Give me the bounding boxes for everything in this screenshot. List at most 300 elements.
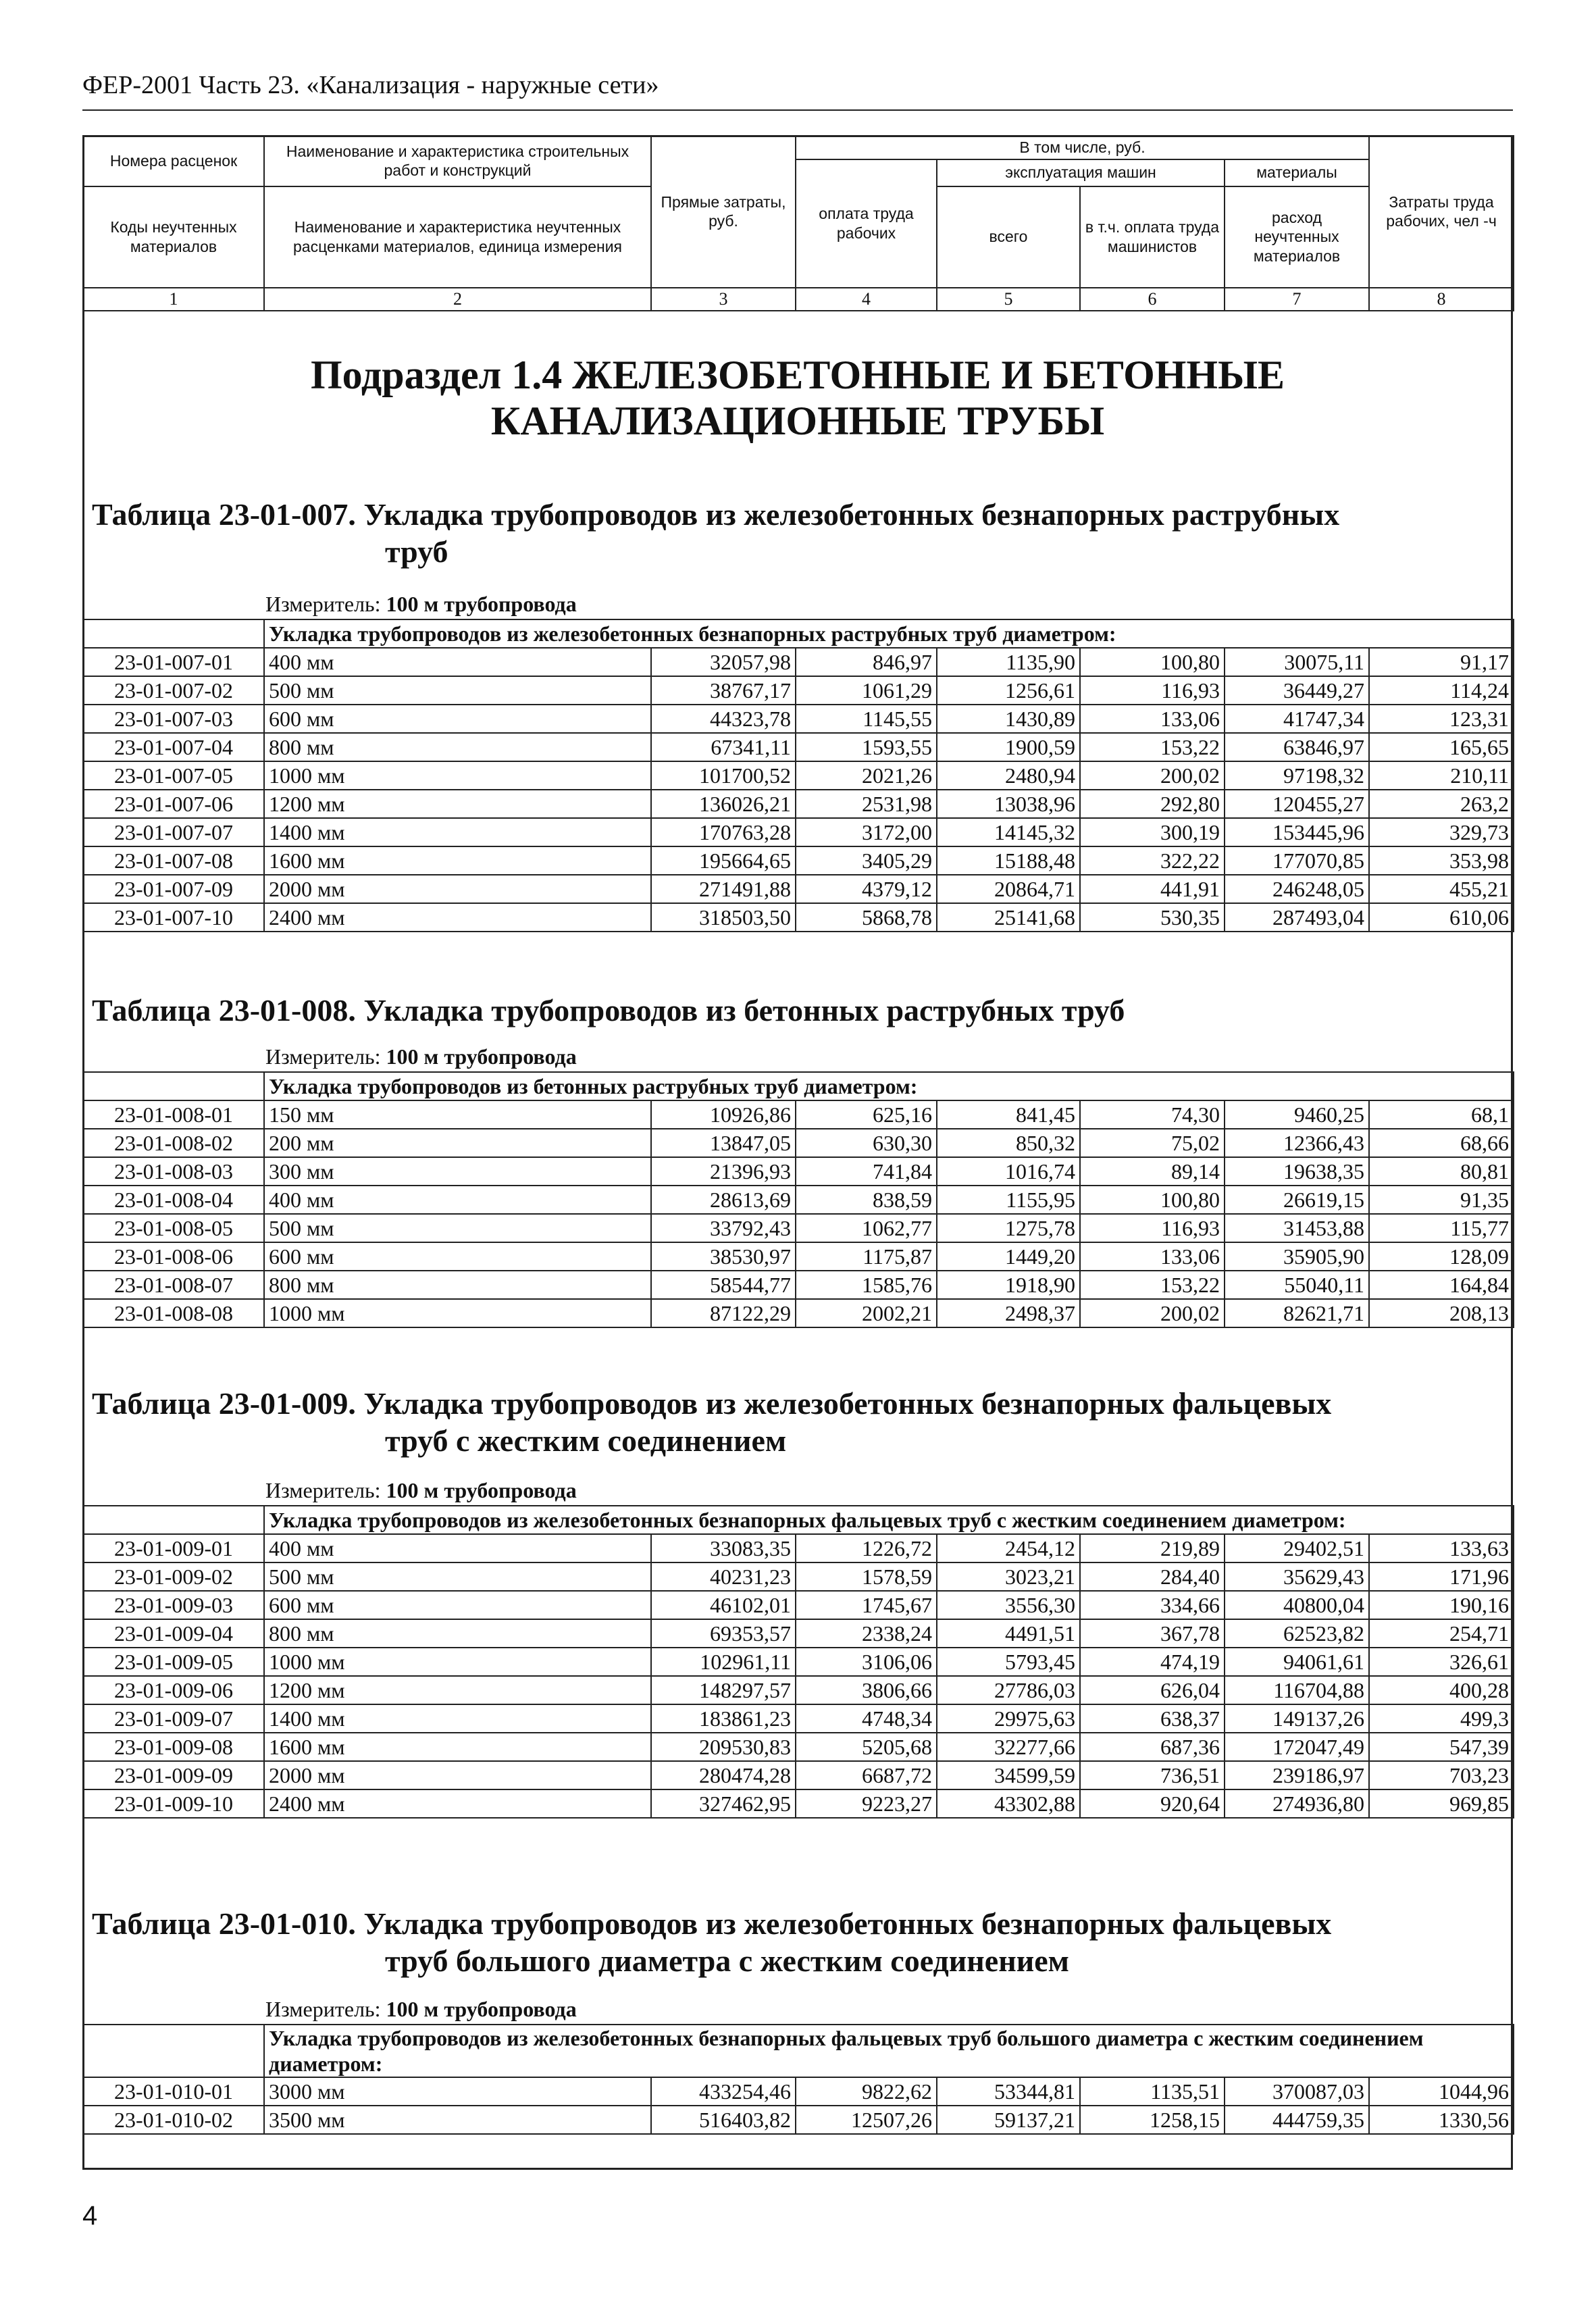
table-row <box>83 1186 1514 1214</box>
description-spacer <box>83 2025 264 2077</box>
table-title-line: труб с жестким соединением <box>385 1423 787 1458</box>
machinist-pay-cell: 133,06 <box>1080 1242 1225 1271</box>
item-name-cell: 400 мм <box>264 648 651 676</box>
rate-code-cell: 23-01-008-07 <box>83 1271 264 1299</box>
machines-total-cell: 5793,45 <box>937 1648 1080 1676</box>
labor-hours-cell: 190,16 <box>1369 1591 1514 1619</box>
worker-pay-cell: 2338,24 <box>796 1619 937 1648</box>
machinist-pay-cell: 1258,15 <box>1080 2106 1225 2134</box>
material-cost-cell: 82621,71 <box>1225 1299 1369 1327</box>
table-title <box>92 992 1125 1029</box>
table-row <box>83 1271 1514 1299</box>
table-row <box>83 1129 1514 1157</box>
column-number: 6 <box>1080 288 1225 311</box>
material-cost-cell: 9460,25 <box>1225 1100 1369 1129</box>
table-row <box>83 875 1514 903</box>
worker-pay-cell: 12507,26 <box>796 2106 937 2134</box>
direct-costs-cell: 209530,83 <box>651 1733 796 1761</box>
labor-hours-cell: 610,06 <box>1369 903 1514 932</box>
direct-costs-cell: 13847,05 <box>651 1129 796 1157</box>
machines-total-cell: 43302,88 <box>937 1789 1080 1818</box>
item-name-cell: 600 мм <box>264 1242 651 1271</box>
col-header-direct-costs: Прямые затраты, руб. <box>651 136 796 288</box>
table-title <box>92 496 1339 570</box>
machinist-pay-cell: 687,36 <box>1080 1733 1225 1761</box>
table-measure <box>265 1044 577 1069</box>
table-title-line: Таблица 23-01-010. Укладка трубопроводов из железобетонных безнапорных фальцевых <box>92 1906 1332 1941</box>
material-cost-cell: 19638,35 <box>1225 1157 1369 1186</box>
rates-table <box>82 2024 1514 2135</box>
direct-costs-cell: 58544,77 <box>651 1271 796 1299</box>
table-23-01-008 <box>82 1071 1513 1328</box>
machinist-pay-cell: 100,80 <box>1080 1186 1225 1214</box>
table-row <box>83 2106 1514 2134</box>
column-number: 7 <box>1225 288 1369 311</box>
rate-code-cell: 23-01-009-04 <box>83 1619 264 1648</box>
worker-pay-cell: 9822,62 <box>796 2077 937 2106</box>
table-row <box>83 705 1514 733</box>
machines-total-cell: 1135,90 <box>937 648 1080 676</box>
table-row <box>83 1761 1514 1789</box>
rate-code-cell: 23-01-010-01 <box>83 2077 264 2106</box>
worker-pay-cell: 1585,76 <box>796 1271 937 1299</box>
labor-hours-cell: 254,71 <box>1369 1619 1514 1648</box>
direct-costs-cell: 33792,43 <box>651 1214 796 1242</box>
labor-hours-cell: 703,23 <box>1369 1761 1514 1789</box>
machines-total-cell: 1256,61 <box>937 676 1080 705</box>
table-title-line: Таблица 23-01-008. Укладка трубопроводов из бетонных раструбных труб <box>92 993 1125 1027</box>
machinist-pay-cell: 736,51 <box>1080 1761 1225 1789</box>
item-name-cell: 1400 мм <box>264 1704 651 1733</box>
machinist-pay-cell: 920,64 <box>1080 1789 1225 1818</box>
rate-code-cell: 23-01-009-01 <box>83 1534 264 1562</box>
worker-pay-cell: 630,30 <box>796 1129 937 1157</box>
machinist-pay-cell: 200,02 <box>1080 761 1225 790</box>
machines-total-cell: 4491,51 <box>937 1619 1080 1648</box>
labor-hours-cell: 128,09 <box>1369 1242 1514 1271</box>
material-cost-cell: 35905,90 <box>1225 1242 1369 1271</box>
rate-code-cell: 23-01-008-02 <box>83 1129 264 1157</box>
direct-costs-cell: 38767,17 <box>651 676 796 705</box>
table-title-line: труб большого диаметра с жестким соединением <box>385 1943 1069 1979</box>
material-cost-cell: 97198,32 <box>1225 761 1369 790</box>
item-name-cell: 400 мм <box>264 1534 651 1562</box>
direct-costs-cell: 44323,78 <box>651 705 796 733</box>
item-name-cell: 300 мм <box>264 1157 651 1186</box>
table-description-row <box>83 1072 1514 1100</box>
worker-pay-cell: 1593,55 <box>796 733 937 761</box>
rate-code-cell: 23-01-007-01 <box>83 648 264 676</box>
rate-code-cell: 23-01-009-05 <box>83 1648 264 1676</box>
machinist-pay-cell: 530,35 <box>1080 903 1225 932</box>
direct-costs-cell: 10926,86 <box>651 1100 796 1129</box>
labor-hours-cell: 91,17 <box>1369 648 1514 676</box>
item-name-cell: 500 мм <box>264 1562 651 1591</box>
item-name-cell: 150 мм <box>264 1100 651 1129</box>
worker-pay-cell: 1175,87 <box>796 1242 937 1271</box>
rate-code-cell: 23-01-007-03 <box>83 705 264 733</box>
material-cost-cell: 149137,26 <box>1225 1704 1369 1733</box>
machines-total-cell: 1430,89 <box>937 705 1080 733</box>
measure-value: 100 м трубопровода <box>386 1044 577 1069</box>
rates-tbody <box>83 2025 1514 2134</box>
rate-code-cell: 23-01-007-04 <box>83 733 264 761</box>
rates-tbody <box>83 619 1514 932</box>
labor-hours-cell: 1330,56 <box>1369 2106 1514 2134</box>
material-cost-cell: 287493,04 <box>1225 903 1369 932</box>
machinist-pay-cell: 89,14 <box>1080 1157 1225 1186</box>
rates-tbody <box>83 1506 1514 1818</box>
material-cost-cell: 40800,04 <box>1225 1591 1369 1619</box>
material-cost-cell: 36449,27 <box>1225 676 1369 705</box>
machines-total-cell: 27786,03 <box>937 1676 1080 1704</box>
measure-label: Измеритель: <box>265 1478 381 1502</box>
machines-total-cell: 3023,21 <box>937 1562 1080 1591</box>
labor-hours-cell: 114,24 <box>1369 676 1514 705</box>
table-row <box>83 1100 1514 1129</box>
labor-hours-cell: 263,2 <box>1369 790 1514 818</box>
item-name-cell: 200 мм <box>264 1129 651 1157</box>
material-cost-cell: 239186,97 <box>1225 1761 1369 1789</box>
material-cost-cell: 55040,11 <box>1225 1271 1369 1299</box>
col-header-machines-total: всего <box>937 186 1080 288</box>
col-header-machinist-pay: в т.ч. оплата труда машинистов <box>1080 186 1225 288</box>
machinist-pay-cell: 116,93 <box>1080 1214 1225 1242</box>
rate-code-cell: 23-01-007-10 <box>83 903 264 932</box>
rates-table <box>82 1071 1514 1328</box>
labor-hours-cell: 329,73 <box>1369 818 1514 846</box>
item-name-cell: 800 мм <box>264 733 651 761</box>
direct-costs-cell: 87122,29 <box>651 1299 796 1327</box>
item-name-cell: 2000 мм <box>264 1761 651 1789</box>
column-number: 8 <box>1369 288 1514 311</box>
machinist-pay-cell: 367,78 <box>1080 1619 1225 1648</box>
labor-hours-cell: 210,11 <box>1369 761 1514 790</box>
material-cost-cell: 274936,80 <box>1225 1789 1369 1818</box>
labor-hours-cell: 164,84 <box>1369 1271 1514 1299</box>
table-row <box>83 676 1514 705</box>
direct-costs-cell: 516403,82 <box>651 2106 796 2134</box>
table-row <box>83 1648 1514 1676</box>
item-name-cell: 1600 мм <box>264 846 651 875</box>
machinist-pay-cell: 638,37 <box>1080 1704 1225 1733</box>
direct-costs-cell: 183861,23 <box>651 1704 796 1733</box>
worker-pay-cell: 9223,27 <box>796 1789 937 1818</box>
direct-costs-cell: 433254,46 <box>651 2077 796 2106</box>
worker-pay-cell: 1745,67 <box>796 1591 937 1619</box>
column-header-table <box>82 135 1514 311</box>
machines-total-cell: 850,32 <box>937 1129 1080 1157</box>
worker-pay-cell: 4748,34 <box>796 1704 937 1733</box>
worker-pay-cell: 846,97 <box>796 648 937 676</box>
rate-code-cell: 23-01-007-02 <box>83 676 264 705</box>
machinist-pay-cell: 153,22 <box>1080 733 1225 761</box>
direct-costs-cell: 38530,97 <box>651 1242 796 1271</box>
material-cost-cell: 153445,96 <box>1225 818 1369 846</box>
machinist-pay-cell: 116,93 <box>1080 676 1225 705</box>
table-row <box>83 1562 1514 1591</box>
machines-total-cell: 13038,96 <box>937 790 1080 818</box>
table-row <box>83 1676 1514 1704</box>
table-description: Укладка трубопроводов из железобетонных безнапорных раструбных труб диаметром: <box>264 619 1514 648</box>
machinist-pay-cell: 626,04 <box>1080 1676 1225 1704</box>
labor-hours-cell: 326,61 <box>1369 1648 1514 1676</box>
col-header-machine-operation: эксплуатация машин <box>937 159 1225 186</box>
rate-code-cell: 23-01-009-10 <box>83 1789 264 1818</box>
worker-pay-cell: 5205,68 <box>796 1733 937 1761</box>
page-number: 4 <box>82 2201 98 2231</box>
machinist-pay-cell: 292,80 <box>1080 790 1225 818</box>
description-spacer <box>83 619 264 648</box>
rate-code-cell: 23-01-009-03 <box>83 1591 264 1619</box>
item-name-cell: 3500 мм <box>264 2106 651 2134</box>
table-description-row <box>83 2025 1514 2077</box>
col-header-including: В том числе, руб. <box>796 136 1369 159</box>
rate-code-cell: 23-01-009-02 <box>83 1562 264 1591</box>
machinist-pay-cell: 200,02 <box>1080 1299 1225 1327</box>
labor-hours-cell: 208,13 <box>1369 1299 1514 1327</box>
machines-total-cell: 32277,66 <box>937 1733 1080 1761</box>
item-name-cell: 3000 мм <box>264 2077 651 2106</box>
column-number: 1 <box>83 288 264 311</box>
direct-costs-cell: 102961,11 <box>651 1648 796 1676</box>
document-header: ФЕР-2001 Часть 23. «Канализация - наружные сети» <box>82 71 659 99</box>
machinist-pay-cell: 322,22 <box>1080 846 1225 875</box>
labor-hours-cell: 499,3 <box>1369 1704 1514 1733</box>
table-row <box>83 1534 1514 1562</box>
machines-total-cell: 2480,94 <box>937 761 1080 790</box>
labor-hours-cell: 400,28 <box>1369 1676 1514 1704</box>
rate-code-cell: 23-01-009-07 <box>83 1704 264 1733</box>
worker-pay-cell: 3106,06 <box>796 1648 937 1676</box>
labor-hours-cell: 547,39 <box>1369 1733 1514 1761</box>
material-cost-cell: 246248,05 <box>1225 875 1369 903</box>
measure-value: 100 м трубопровода <box>386 1997 577 2021</box>
rate-code-cell: 23-01-009-06 <box>83 1676 264 1704</box>
table-row <box>83 648 1514 676</box>
worker-pay-cell: 1061,29 <box>796 676 937 705</box>
rate-code-cell: 23-01-008-05 <box>83 1214 264 1242</box>
rate-code-cell: 23-01-008-03 <box>83 1157 264 1186</box>
machinist-pay-cell: 334,66 <box>1080 1591 1225 1619</box>
table-row <box>83 846 1514 875</box>
table-row <box>83 790 1514 818</box>
table-row <box>83 1157 1514 1186</box>
worker-pay-cell: 741,84 <box>796 1157 937 1186</box>
item-name-cell: 2400 мм <box>264 903 651 932</box>
material-cost-cell: 12366,43 <box>1225 1129 1369 1157</box>
machines-total-cell: 1155,95 <box>937 1186 1080 1214</box>
col-header-worker-pay: оплата труда рабочих <box>796 159 937 288</box>
labor-hours-cell: 165,65 <box>1369 733 1514 761</box>
table-row <box>83 1733 1514 1761</box>
table-description-row <box>83 1506 1514 1534</box>
machinist-pay-cell: 219,89 <box>1080 1534 1225 1562</box>
material-cost-cell: 63846,97 <box>1225 733 1369 761</box>
machinist-pay-cell: 100,80 <box>1080 648 1225 676</box>
table-title <box>92 1905 1331 1979</box>
column-number: 5 <box>937 288 1080 311</box>
direct-costs-cell: 69353,57 <box>651 1619 796 1648</box>
direct-costs-cell: 32057,98 <box>651 648 796 676</box>
labor-hours-cell: 969,85 <box>1369 1789 1514 1818</box>
labor-hours-cell: 80,81 <box>1369 1157 1514 1186</box>
rates-table <box>82 1505 1514 1819</box>
direct-costs-cell: 28613,69 <box>651 1186 796 1214</box>
labor-hours-cell: 68,66 <box>1369 1129 1514 1157</box>
rate-code-cell: 23-01-007-08 <box>83 846 264 875</box>
table-measure <box>265 1997 577 2022</box>
item-name-cell: 2000 мм <box>264 875 651 903</box>
table-description: Укладка трубопроводов из железобетонных безнапорных фальцевых труб большого диаметра с жестким соединением диаметром: <box>264 2025 1514 2077</box>
machinist-pay-cell: 284,40 <box>1080 1562 1225 1591</box>
worker-pay-cell: 4379,12 <box>796 875 937 903</box>
column-number: 3 <box>651 288 796 311</box>
machinist-pay-cell: 300,19 <box>1080 818 1225 846</box>
rates-tbody <box>83 1072 1514 1327</box>
machinist-pay-cell: 474,19 <box>1080 1648 1225 1676</box>
item-name-cell: 400 мм <box>264 1186 651 1214</box>
table-row <box>83 1789 1514 1818</box>
worker-pay-cell: 625,16 <box>796 1100 937 1129</box>
table-23-01-007 <box>82 619 1513 932</box>
worker-pay-cell: 3172,00 <box>796 818 937 846</box>
machines-total-cell: 2498,37 <box>937 1299 1080 1327</box>
table-23-01-010 <box>82 2024 1513 2135</box>
rate-code-cell: 23-01-008-06 <box>83 1242 264 1271</box>
rate-code-cell: 23-01-008-01 <box>83 1100 264 1129</box>
item-name-cell: 600 мм <box>264 1591 651 1619</box>
item-name-cell: 1000 мм <box>264 761 651 790</box>
direct-costs-cell: 40231,23 <box>651 1562 796 1591</box>
table-row <box>83 733 1514 761</box>
direct-costs-cell: 136026,21 <box>651 790 796 818</box>
table-row <box>83 903 1514 932</box>
labor-hours-cell: 455,21 <box>1369 875 1514 903</box>
header-rule <box>82 109 1513 111</box>
worker-pay-cell: 1226,72 <box>796 1534 937 1562</box>
col-header-material-consumption: расход неучтенных материалов <box>1225 186 1369 288</box>
machinist-pay-cell: 133,06 <box>1080 705 1225 733</box>
measure-value: 100 м трубопровода <box>386 592 577 616</box>
rate-code-cell: 23-01-007-09 <box>83 875 264 903</box>
machinist-pay-cell: 75,02 <box>1080 1129 1225 1157</box>
material-cost-cell: 41747,34 <box>1225 705 1369 733</box>
material-cost-cell: 370087,03 <box>1225 2077 1369 2106</box>
worker-pay-cell: 1145,55 <box>796 705 937 733</box>
material-cost-cell: 444759,35 <box>1225 2106 1369 2134</box>
item-name-cell: 500 мм <box>264 676 651 705</box>
item-name-cell: 800 мм <box>264 1271 651 1299</box>
direct-costs-cell: 148297,57 <box>651 1676 796 1704</box>
machines-total-cell: 1449,20 <box>937 1242 1080 1271</box>
item-name-cell: 2400 мм <box>264 1789 651 1818</box>
labor-hours-cell: 133,63 <box>1369 1534 1514 1562</box>
machines-total-cell: 25141,68 <box>937 903 1080 932</box>
table-measure <box>265 1478 577 1503</box>
direct-costs-cell: 33083,35 <box>651 1534 796 1562</box>
worker-pay-cell: 838,59 <box>796 1186 937 1214</box>
rate-code-cell: 23-01-008-04 <box>83 1186 264 1214</box>
direct-costs-cell: 170763,28 <box>651 818 796 846</box>
direct-costs-cell: 101700,52 <box>651 761 796 790</box>
worker-pay-cell: 1578,59 <box>796 1562 937 1591</box>
machines-total-cell: 1016,74 <box>937 1157 1080 1186</box>
direct-costs-cell: 46102,01 <box>651 1591 796 1619</box>
machines-total-cell: 53344,81 <box>937 2077 1080 2106</box>
item-name-cell: 1200 мм <box>264 790 651 818</box>
direct-costs-cell: 327462,95 <box>651 1789 796 1818</box>
rates-table <box>82 619 1514 932</box>
material-cost-cell: 30075,11 <box>1225 648 1369 676</box>
material-cost-cell: 29402,51 <box>1225 1534 1369 1562</box>
rate-code-cell: 23-01-007-05 <box>83 761 264 790</box>
col-header-rate-numbers: Номера расценок <box>83 136 264 186</box>
labor-hours-cell: 353,98 <box>1369 846 1514 875</box>
item-name-cell: 800 мм <box>264 1619 651 1648</box>
col-header-work-name: Наименование и характеристика строительных работ и конструкций <box>264 136 651 186</box>
material-cost-cell: 94061,61 <box>1225 1648 1369 1676</box>
material-cost-cell: 120455,27 <box>1225 790 1369 818</box>
direct-costs-cell: 67341,11 <box>651 733 796 761</box>
table-title <box>92 1385 1331 1459</box>
machines-total-cell: 59137,21 <box>937 2106 1080 2134</box>
table-row <box>83 1299 1514 1327</box>
column-number-row <box>83 288 1514 311</box>
col-header-labor-costs: Затраты труда рабочих, чел -ч <box>1369 136 1514 288</box>
rate-code-cell: 23-01-008-08 <box>83 1299 264 1327</box>
table-title-line: Таблица 23-01-007. Укладка трубопроводов из железобетонных безнапорных раструбных <box>92 497 1340 532</box>
labor-hours-cell: 115,77 <box>1369 1214 1514 1242</box>
item-name-cell: 600 мм <box>264 705 651 733</box>
material-cost-cell: 31453,88 <box>1225 1214 1369 1242</box>
labor-hours-cell: 123,31 <box>1369 705 1514 733</box>
machinist-pay-cell: 74,30 <box>1080 1100 1225 1129</box>
material-cost-cell: 26619,15 <box>1225 1186 1369 1214</box>
rate-code-cell: 23-01-010-02 <box>83 2106 264 2134</box>
machines-total-cell: 14145,32 <box>937 818 1080 846</box>
table-description: Укладка трубопроводов из железобетонных безнапорных фальцевых труб с жестким соединением диаметром: <box>264 1506 1514 1534</box>
table-title-line: Таблица 23-01-009. Укладка трубопроводов из железобетонных безнапорных фальцевых <box>92 1386 1332 1421</box>
rate-code-cell: 23-01-007-06 <box>83 790 264 818</box>
machines-total-cell: 34599,59 <box>937 1761 1080 1789</box>
description-spacer <box>83 1072 264 1100</box>
table-row <box>83 761 1514 790</box>
material-cost-cell: 172047,49 <box>1225 1733 1369 1761</box>
machinist-pay-cell: 441,91 <box>1080 875 1225 903</box>
machines-total-cell: 1918,90 <box>937 1271 1080 1299</box>
worker-pay-cell: 2002,21 <box>796 1299 937 1327</box>
labor-hours-cell: 68,1 <box>1369 1100 1514 1129</box>
worker-pay-cell: 5868,78 <box>796 903 937 932</box>
labor-hours-cell: 1044,96 <box>1369 2077 1514 2106</box>
table-row <box>83 818 1514 846</box>
table-row <box>83 2077 1514 2106</box>
col-header-material-names: Наименование и характеристика неучтенных расценками материалов, единица измерения <box>264 186 651 288</box>
column-number: 4 <box>796 288 937 311</box>
col-header-materials: материалы <box>1225 159 1369 186</box>
rate-code-cell: 23-01-009-09 <box>83 1761 264 1789</box>
machinist-pay-cell: 153,22 <box>1080 1271 1225 1299</box>
rate-code-cell: 23-01-007-07 <box>83 818 264 846</box>
worker-pay-cell: 1062,77 <box>796 1214 937 1242</box>
worker-pay-cell: 6687,72 <box>796 1761 937 1789</box>
measure-label: Измеритель: <box>265 592 381 616</box>
description-spacer <box>83 1506 264 1534</box>
machines-total-cell: 15188,48 <box>937 846 1080 875</box>
column-number: 2 <box>264 288 651 311</box>
table-description: Укладка трубопроводов из бетонных раструбных труб диаметром: <box>264 1072 1514 1100</box>
